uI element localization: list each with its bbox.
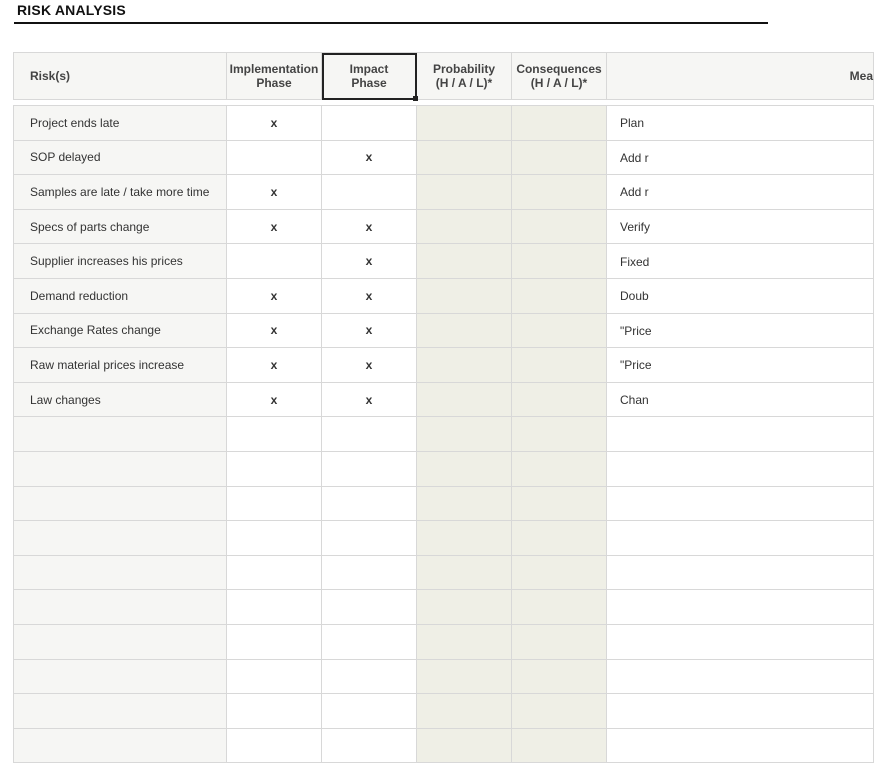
risk-cell[interactable]: SOP delayed	[14, 140, 227, 175]
measure-text: Fixed	[620, 254, 650, 269]
header-probability-line1: Probability	[432, 62, 495, 76]
probability-cell[interactable]	[417, 451, 512, 486]
consequences-cell[interactable]	[512, 659, 607, 694]
consequences-cell[interactable]	[512, 486, 607, 521]
probability-cell[interactable]	[417, 694, 512, 729]
implementation-phase-cell[interactable]: x	[227, 348, 322, 383]
risk-cell[interactable]	[14, 590, 227, 625]
implementation-phase-cell[interactable]: x	[227, 382, 322, 417]
measure-text: Doub	[620, 289, 649, 304]
measure-cell[interactable]	[607, 451, 874, 486]
page-title: RISK ANALYSIS	[17, 2, 126, 18]
table-row	[14, 624, 874, 659]
measure-cell[interactable]	[607, 728, 874, 763]
measure-cell[interactable]	[607, 694, 874, 729]
consequences-cell[interactable]	[512, 417, 607, 452]
consequences-cell[interactable]	[512, 244, 607, 279]
risk-cell[interactable]	[14, 555, 227, 590]
table-row	[14, 486, 874, 521]
header-implementation-line2: Phase	[256, 76, 292, 90]
risk-cell[interactable]: Law changes	[14, 382, 227, 417]
impact-phase-cell[interactable]	[322, 659, 417, 694]
table-row	[14, 106, 874, 141]
consequences-cell[interactable]	[512, 278, 607, 313]
impact-phase-cell[interactable]	[322, 175, 417, 210]
probability-cell[interactable]	[417, 382, 512, 417]
measure-cell[interactable]	[607, 521, 874, 556]
risk-cell[interactable]: Specs of parts change	[14, 209, 227, 244]
measure-text: Add r	[620, 185, 649, 200]
table-row	[14, 590, 874, 625]
table-row	[14, 140, 874, 175]
measure-cell[interactable]	[607, 348, 874, 383]
measure-cell[interactable]	[607, 313, 874, 348]
impact-phase-cell[interactable]	[322, 555, 417, 590]
selection-fill-handle[interactable]	[413, 96, 418, 101]
impact-phase-cell[interactable]: x	[322, 209, 417, 244]
probability-cell[interactable]	[417, 624, 512, 659]
measure-cell[interactable]	[607, 382, 874, 417]
consequences-cell[interactable]	[512, 624, 607, 659]
probability-cell[interactable]	[417, 244, 512, 279]
header-consequences-line2: (H / A / L)*	[530, 76, 588, 90]
implementation-phase-cell[interactable]: x	[227, 313, 322, 348]
measure-cell[interactable]	[607, 106, 874, 141]
implementation-phase-cell[interactable]: x	[227, 209, 322, 244]
risk-cell[interactable]: Exchange Rates change	[14, 313, 227, 348]
measure-text: Plan	[620, 116, 645, 131]
implementation-phase-cell[interactable]	[227, 521, 322, 556]
consequences-cell[interactable]	[512, 382, 607, 417]
consequences-cell[interactable]	[512, 521, 607, 556]
header-implementation-line1: Implementation	[229, 62, 319, 76]
table-row	[14, 278, 874, 313]
risk-cell[interactable]: Samples are late / take more time	[14, 175, 227, 210]
impact-phase-cell[interactable]: x	[322, 348, 417, 383]
impact-phase-cell[interactable]	[322, 728, 417, 763]
risk-cell[interactable]	[14, 659, 227, 694]
risk-cell[interactable]: Project ends late	[14, 106, 227, 141]
probability-cell[interactable]	[417, 555, 512, 590]
risk-cell[interactable]	[14, 694, 227, 729]
measure-text: Chan	[620, 392, 649, 407]
measure-cell[interactable]	[607, 659, 874, 694]
measure-cell[interactable]	[607, 555, 874, 590]
impact-phase-cell[interactable]: x	[322, 140, 417, 175]
consequences-cell[interactable]	[512, 451, 607, 486]
probability-cell[interactable]	[417, 348, 512, 383]
measure-text: Verify	[620, 219, 651, 234]
measure-cell[interactable]	[607, 590, 874, 625]
consequences-cell[interactable]	[512, 728, 607, 763]
probability-cell[interactable]	[417, 728, 512, 763]
measure-cell[interactable]	[607, 209, 874, 244]
header-risk[interactable]	[14, 53, 227, 100]
measure-cell[interactable]	[607, 244, 874, 279]
table-row	[14, 348, 874, 383]
implementation-phase-cell[interactable]	[227, 659, 322, 694]
risk-cell[interactable]	[14, 728, 227, 763]
measure-cell[interactable]	[607, 175, 874, 210]
impact-phase-cell[interactable]	[322, 694, 417, 729]
probability-cell[interactable]	[417, 521, 512, 556]
table-row	[14, 313, 874, 348]
risk-cell[interactable]: Demand reduction	[14, 278, 227, 313]
consequences-cell[interactable]	[512, 140, 607, 175]
table-row	[14, 451, 874, 486]
implementation-phase-cell[interactable]	[227, 694, 322, 729]
measure-text: "Price	[620, 358, 652, 373]
probability-cell[interactable]	[417, 106, 512, 141]
probability-cell[interactable]	[417, 175, 512, 210]
header-row	[14, 53, 874, 100]
table-row	[14, 521, 874, 556]
consequences-cell[interactable]	[512, 590, 607, 625]
risk-cell[interactable]	[14, 521, 227, 556]
table-row	[14, 694, 874, 729]
table-row	[14, 244, 874, 279]
measure-cell[interactable]	[607, 624, 874, 659]
risk-table	[13, 52, 874, 763]
measure-cell[interactable]	[607, 417, 874, 452]
table-row	[14, 555, 874, 590]
consequences-cell[interactable]	[512, 694, 607, 729]
table-row	[14, 382, 874, 417]
impact-phase-cell[interactable]: x	[322, 244, 417, 279]
impact-phase-cell[interactable]: x	[322, 382, 417, 417]
consequences-cell[interactable]	[512, 175, 607, 210]
risk-cell[interactable]: Raw material prices increase	[14, 348, 227, 383]
implementation-phase-cell[interactable]	[227, 590, 322, 625]
header-consequences[interactable]	[512, 53, 607, 100]
risk-cell[interactable]: Supplier increases his prices	[14, 244, 227, 279]
consequences-cell[interactable]	[512, 106, 607, 141]
measure-cell[interactable]	[607, 278, 874, 313]
measure-cell[interactable]	[607, 140, 874, 175]
implementation-phase-cell[interactable]	[227, 486, 322, 521]
header-measures[interactable]	[607, 53, 874, 100]
probability-cell[interactable]	[417, 417, 512, 452]
header-impact-line1: Impact	[349, 62, 389, 76]
implementation-phase-cell[interactable]	[227, 624, 322, 659]
consequences-cell[interactable]	[512, 313, 607, 348]
impact-phase-cell[interactable]	[322, 486, 417, 521]
table-row	[14, 209, 874, 244]
impact-phase-cell[interactable]	[322, 451, 417, 486]
consequences-cell[interactable]	[512, 555, 607, 590]
probability-cell[interactable]	[417, 486, 512, 521]
header-impact-line2: Phase	[351, 76, 387, 90]
header-risk-label: Risk(s)	[30, 69, 71, 83]
consequences-cell[interactable]	[512, 209, 607, 244]
probability-cell[interactable]	[417, 659, 512, 694]
probability-cell[interactable]	[417, 140, 512, 175]
risk-cell[interactable]	[14, 624, 227, 659]
header-probability-line2: (H / A / L)*	[435, 76, 493, 90]
risk-cell[interactable]	[14, 486, 227, 521]
probability-cell[interactable]	[417, 209, 512, 244]
impact-phase-cell[interactable]	[322, 521, 417, 556]
implementation-phase-cell[interactable]: x	[227, 278, 322, 313]
probability-cell[interactable]	[417, 313, 512, 348]
header-probability[interactable]	[417, 53, 512, 100]
implementation-phase-cell[interactable]: x	[227, 175, 322, 210]
measure-text: "Price	[620, 323, 652, 338]
probability-cell[interactable]	[417, 278, 512, 313]
consequences-cell[interactable]	[512, 348, 607, 383]
impact-phase-cell[interactable]	[322, 106, 417, 141]
risk-table-container	[13, 52, 873, 768]
implementation-phase-cell[interactable]	[227, 140, 322, 175]
risk-cell[interactable]	[14, 417, 227, 452]
implementation-phase-cell[interactable]	[227, 555, 322, 590]
implementation-phase-cell[interactable]: x	[227, 106, 322, 141]
measure-text: Add r	[620, 150, 649, 165]
title-rule	[14, 22, 768, 24]
table-row	[14, 175, 874, 210]
impact-phase-cell[interactable]	[322, 590, 417, 625]
impact-phase-cell[interactable]: x	[322, 278, 417, 313]
table-row	[14, 417, 874, 452]
impact-phase-cell[interactable]	[322, 417, 417, 452]
header-implementation-phase[interactable]	[227, 53, 322, 100]
probability-cell[interactable]	[417, 590, 512, 625]
header-consequences-line1: Consequences	[516, 62, 602, 76]
implementation-phase-cell[interactable]	[227, 417, 322, 452]
implementation-phase-cell[interactable]	[227, 728, 322, 763]
table-row	[14, 659, 874, 694]
table-row	[14, 728, 874, 763]
implementation-phase-cell[interactable]	[227, 451, 322, 486]
impact-phase-cell[interactable]	[322, 624, 417, 659]
risk-cell[interactable]	[14, 451, 227, 486]
impact-phase-cell[interactable]: x	[322, 313, 417, 348]
header-measures-label: Mea	[849, 69, 873, 83]
implementation-phase-cell[interactable]	[227, 244, 322, 279]
header-impact-phase[interactable]	[322, 53, 417, 100]
measure-cell[interactable]	[607, 486, 874, 521]
